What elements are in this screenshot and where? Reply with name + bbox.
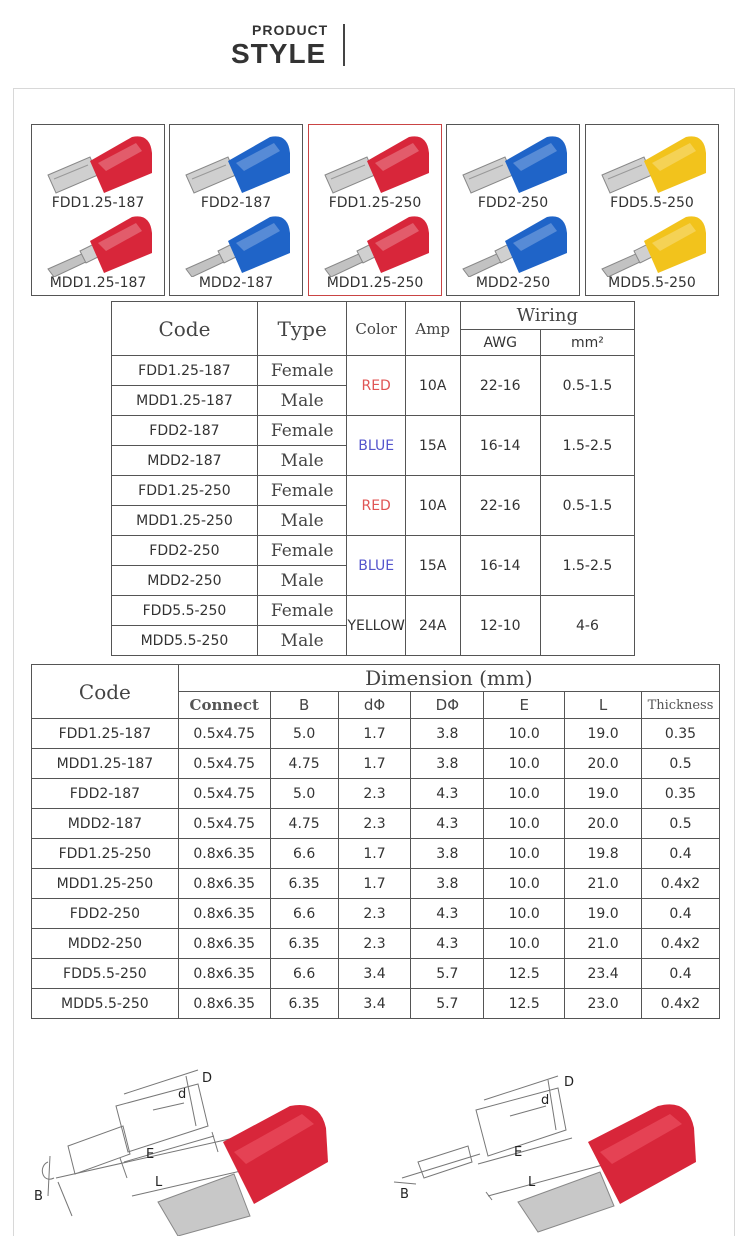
product-code-label: MDD2-250 (475, 275, 551, 291)
d-small-cell: 2.3 (338, 809, 411, 839)
female-terminal-image (321, 131, 431, 197)
table-row (32, 869, 720, 899)
d-small-cell: 2.3 (338, 779, 411, 809)
connect-cell: 0.8x6.35 (178, 869, 270, 899)
col-e: E (484, 692, 565, 719)
e-cell: 12.5 (484, 989, 565, 1019)
product-code-label: MDD2-187 (198, 275, 274, 291)
col-dimension: Dimension (mm) (178, 665, 719, 692)
col-d-small: dΦ (338, 692, 411, 719)
header-line1: PRODUCT (252, 22, 329, 38)
b-cell: 5.0 (270, 779, 338, 809)
code-cell: MDD5.5-250 (112, 626, 258, 656)
code-cell: FDD1.25-250 (32, 839, 179, 869)
female-terminal-image (182, 131, 292, 197)
col-b: B (270, 692, 338, 719)
label-b: B (400, 1187, 409, 1202)
code-cell: FDD2-250 (112, 536, 258, 566)
product-card-2 (169, 124, 303, 296)
e-cell: 10.0 (484, 809, 565, 839)
code-cell: FDD1.25-250 (112, 476, 258, 506)
product-card-3 (308, 124, 442, 296)
d-big-cell: 3.8 (411, 869, 484, 899)
male-terminal-image (459, 211, 569, 277)
label-d-small: d (178, 1087, 187, 1102)
awg-cell: 22-16 (460, 356, 540, 416)
d-big-cell: 3.8 (411, 749, 484, 779)
wiring-table (111, 301, 635, 656)
col-color: Color (347, 302, 405, 356)
label-b: B (34, 1189, 43, 1204)
thickness-cell: 0.4x2 (641, 869, 719, 899)
red-male-terminal-photo (518, 1104, 696, 1232)
connect-cell: 0.8x6.35 (178, 959, 270, 989)
color-cell: RED (347, 476, 405, 536)
product-card-4 (446, 124, 580, 296)
amp-cell: 10A (405, 356, 460, 416)
color-cell: BLUE (347, 536, 405, 596)
amp-cell: 15A (405, 536, 460, 596)
amp-cell: 10A (405, 476, 460, 536)
product-code-label: FDD5.5-250 (610, 195, 694, 211)
type-cell: Male (257, 446, 347, 476)
label-d-big: D (202, 1071, 213, 1086)
male-terminal-image (182, 211, 292, 277)
color-cell: YELLOW (347, 596, 405, 656)
l-cell: 21.0 (565, 929, 642, 959)
connect-cell: 0.5x4.75 (178, 749, 270, 779)
code-cell: MDD2-187 (32, 809, 179, 839)
col-wiring: Wiring (460, 302, 634, 330)
awg-cell: 16-14 (460, 536, 540, 596)
b-cell: 6.35 (270, 929, 338, 959)
d-big-cell: 3.8 (411, 719, 484, 749)
table-row (32, 749, 720, 779)
table-row (32, 809, 720, 839)
d-big-cell: 4.3 (411, 929, 484, 959)
type-cell: Female (257, 596, 347, 626)
thickness-cell: 0.4x2 (641, 929, 719, 959)
female-terminal-image (459, 131, 569, 197)
awg-cell: 12-10 (460, 596, 540, 656)
col-mm2: mm² (540, 330, 634, 356)
product-code-label: FDD2-187 (200, 195, 272, 211)
female-terminal-image (44, 131, 154, 197)
mm2-cell: 0.5-1.5 (540, 356, 634, 416)
product-style-header (0, 20, 748, 70)
red-female-terminal-photo (158, 1105, 328, 1236)
product-card-5 (585, 124, 719, 296)
d-big-cell: 4.3 (411, 779, 484, 809)
code-cell: MDD5.5-250 (32, 989, 179, 1019)
label-e: E (146, 1147, 155, 1162)
code-cell: FDD2-187 (112, 416, 258, 446)
label-l: L (155, 1175, 163, 1190)
col-awg: AWG (460, 330, 540, 356)
table-row (32, 899, 720, 929)
thickness-cell: 0.4 (641, 959, 719, 989)
connect-cell: 0.8x6.35 (178, 989, 270, 1019)
product-code-label: MDD1.25-250 (326, 275, 424, 291)
l-cell: 19.0 (565, 719, 642, 749)
type-cell: Male (257, 566, 347, 596)
d-big-cell: 5.7 (411, 989, 484, 1019)
code-cell: MDD2-187 (112, 446, 258, 476)
connect-cell: 0.8x6.35 (178, 899, 270, 929)
e-cell: 10.0 (484, 929, 565, 959)
col-l: L (565, 692, 642, 719)
col-thickness: Thickness (641, 692, 719, 719)
thickness-cell: 0.5 (641, 749, 719, 779)
col-d-big: DΦ (411, 692, 484, 719)
type-cell: Female (257, 416, 347, 446)
product-code-label: FDD1.25-187 (51, 195, 145, 211)
b-cell: 6.6 (270, 959, 338, 989)
mm2-cell: 4-6 (540, 596, 634, 656)
code-cell: FDD2-187 (32, 779, 179, 809)
d-small-cell: 3.4 (338, 959, 411, 989)
code-cell: FDD1.25-187 (112, 356, 258, 386)
table-row (32, 779, 720, 809)
b-cell: 6.35 (270, 989, 338, 1019)
product-code-label: MDD1.25-187 (49, 275, 147, 291)
d-small-cell: 1.7 (338, 839, 411, 869)
b-cell: 6.6 (270, 899, 338, 929)
code-cell: MDD1.25-187 (112, 386, 258, 416)
d-small-cell: 3.4 (338, 989, 411, 1019)
code-cell: MDD2-250 (32, 929, 179, 959)
connect-cell: 0.5x4.75 (178, 809, 270, 839)
mm2-cell: 1.5-2.5 (540, 416, 634, 476)
female-terminal-diagram (28, 1066, 348, 1236)
table-row (112, 416, 635, 446)
e-cell: 12.5 (484, 959, 565, 989)
type-cell: Female (257, 476, 347, 506)
color-cell: RED (347, 356, 405, 416)
awg-cell: 16-14 (460, 416, 540, 476)
color-cell: BLUE (347, 416, 405, 476)
code-cell: MDD2-250 (112, 566, 258, 596)
header-divider (343, 24, 345, 66)
b-cell: 5.0 (270, 719, 338, 749)
header-line2: STYLE (231, 38, 327, 69)
label-l: L (528, 1175, 536, 1190)
table-row (112, 536, 635, 566)
table-row (32, 989, 720, 1019)
amp-cell: 15A (405, 416, 460, 476)
b-cell: 6.6 (270, 839, 338, 869)
type-cell: Male (257, 626, 347, 656)
connect-cell: 0.5x4.75 (178, 779, 270, 809)
table-row (112, 356, 635, 386)
type-cell: Male (257, 506, 347, 536)
l-cell: 23.0 (565, 989, 642, 1019)
table-row (112, 596, 635, 626)
e-cell: 10.0 (484, 899, 565, 929)
col-type: Type (257, 302, 347, 356)
l-cell: 20.0 (565, 749, 642, 779)
code-cell: MDD1.25-250 (32, 869, 179, 899)
label-d-small: d (541, 1093, 550, 1108)
col-amp: Amp (405, 302, 460, 356)
table-row (32, 719, 720, 749)
product-card-1 (31, 124, 165, 296)
d-big-cell: 4.3 (411, 809, 484, 839)
thickness-cell: 0.35 (641, 779, 719, 809)
code-cell: MDD1.25-187 (32, 749, 179, 779)
connect-cell: 0.8x6.35 (178, 929, 270, 959)
col-connect: Connect (178, 692, 270, 719)
l-cell: 19.8 (565, 839, 642, 869)
product-code-label: FDD2-250 (477, 195, 549, 211)
e-cell: 10.0 (484, 749, 565, 779)
dimension-table (31, 664, 720, 1019)
b-cell: 4.75 (270, 809, 338, 839)
male-terminal-image (598, 211, 708, 277)
l-cell: 20.0 (565, 809, 642, 839)
thickness-cell: 0.35 (641, 719, 719, 749)
label-d-big: D (564, 1075, 575, 1090)
table-row (32, 959, 720, 989)
male-terminal-image (44, 211, 154, 277)
table-row (32, 929, 720, 959)
code-cell: MDD1.25-250 (112, 506, 258, 536)
female-terminal-image (598, 131, 708, 197)
code-cell: FDD5.5-250 (32, 959, 179, 989)
e-cell: 10.0 (484, 839, 565, 869)
mm2-cell: 1.5-2.5 (540, 536, 634, 596)
e-cell: 10.0 (484, 719, 565, 749)
code-cell: FDD1.25-187 (32, 719, 179, 749)
type-cell: Male (257, 386, 347, 416)
connect-cell: 0.5x4.75 (178, 719, 270, 749)
d-small-cell: 2.3 (338, 899, 411, 929)
table-row (32, 839, 720, 869)
col-code: Code (32, 665, 179, 719)
col-code: Code (112, 302, 258, 356)
e-cell: 10.0 (484, 779, 565, 809)
connect-cell: 0.8x6.35 (178, 839, 270, 869)
label-e: E (514, 1145, 523, 1160)
e-cell: 10.0 (484, 869, 565, 899)
mm2-cell: 0.5-1.5 (540, 476, 634, 536)
l-cell: 23.4 (565, 959, 642, 989)
code-cell: FDD5.5-250 (112, 596, 258, 626)
l-cell: 19.0 (565, 779, 642, 809)
b-cell: 6.35 (270, 869, 338, 899)
type-cell: Female (257, 536, 347, 566)
thickness-cell: 0.5 (641, 809, 719, 839)
thickness-cell: 0.4x2 (641, 989, 719, 1019)
male-terminal-image (321, 211, 431, 277)
d-big-cell: 4.3 (411, 899, 484, 929)
d-small-cell: 2.3 (338, 929, 411, 959)
d-small-cell: 1.7 (338, 719, 411, 749)
l-cell: 19.0 (565, 899, 642, 929)
b-cell: 4.75 (270, 749, 338, 779)
thickness-cell: 0.4 (641, 839, 719, 869)
male-terminal-diagram (388, 1066, 728, 1236)
d-big-cell: 5.7 (411, 959, 484, 989)
thickness-cell: 0.4 (641, 899, 719, 929)
product-code-label: FDD1.25-250 (328, 195, 422, 211)
product-code-label: MDD5.5-250 (608, 275, 696, 291)
awg-cell: 22-16 (460, 476, 540, 536)
code-cell: FDD2-250 (32, 899, 179, 929)
type-cell: Female (257, 356, 347, 386)
d-small-cell: 1.7 (338, 749, 411, 779)
amp-cell: 24A (405, 596, 460, 656)
table-row (112, 476, 635, 506)
l-cell: 21.0 (565, 869, 642, 899)
d-big-cell: 3.8 (411, 839, 484, 869)
d-small-cell: 1.7 (338, 869, 411, 899)
